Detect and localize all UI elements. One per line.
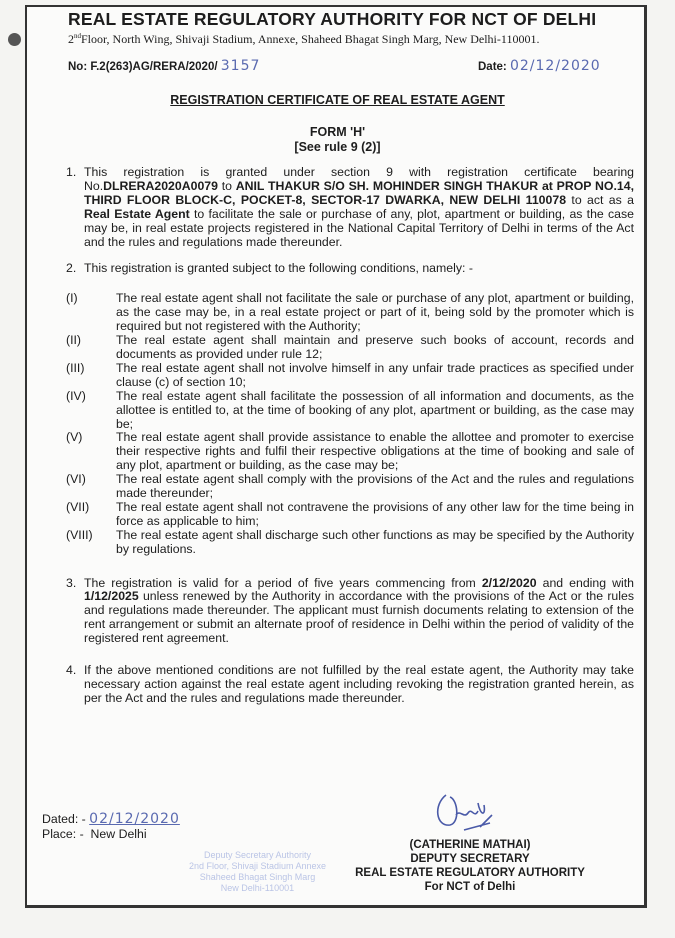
- signatory-block: [340, 838, 600, 894]
- address-ordinal: 2: [68, 32, 74, 46]
- signatory-name: (CATHERINE MATHAI): [409, 839, 531, 851]
- condition-text: The real estate agent shall not contravene the provisions of any other law for the time being in force as applicable to him;: [116, 499, 634, 528]
- certificate-body: [66, 166, 634, 706]
- para-number: 1.: [66, 165, 77, 179]
- dated-label: Dated: -: [42, 812, 86, 826]
- form-line1: FORM 'H': [309, 125, 366, 139]
- reference-number: [68, 58, 260, 74]
- para-text: If the above mentioned conditions are not fulfilled by the real estate agent, the Authority may take necessary action against the real estate agent including revoking the registration granted herein, as per the Act and the rules and regulations made thereunder.: [84, 663, 634, 705]
- address-text: Floor, North Wing, Shivaji Stadium, Annexe, Shaheed Bhagat Singh Marg, New Delhi-110001.: [81, 32, 540, 46]
- condition-text: The real estate agent shall not facilitate the sale or purchase of any plot, apartment or building, as the case may be, in a real estate project or part of it, being sold by the promoter which is required but not registered with the Authority;: [116, 291, 634, 334]
- dated-place: [42, 812, 180, 842]
- signature: [428, 785, 498, 840]
- agent-details: ANIL THAKUR S/O SH. MOHINDER SINGH THAKUR at PROP NO.14, THIRD FLOOR BLOCK-C, POCKET-8, SECTOR-17 DWARKA, NEW DELHI 110078: [84, 178, 634, 207]
- stamp-line: Deputy Secretary Authority: [203, 850, 312, 860]
- para-number: 3.: [66, 575, 77, 590]
- condition-text: The real estate agent shall comply with the provisions of the Act and the rules and regulations made thereunder;: [116, 472, 634, 501]
- agent-role: Real Estate Agent: [84, 206, 190, 221]
- para-number: 2.: [66, 261, 77, 276]
- registration-number: DLRERA2020A0079: [103, 178, 218, 193]
- condition-text: The real estate agent shall not involve himself in any unfair trade practices as specified under clause (c) of section 10;: [116, 360, 634, 389]
- authority-address: [68, 32, 539, 47]
- condition-number: (III): [66, 360, 85, 375]
- text: The registration is valid for a period of five years commencing from: [84, 575, 482, 590]
- text: to: [217, 178, 236, 193]
- condition-item: [66, 431, 634, 473]
- paragraph-2: [66, 262, 634, 276]
- stamp-line: New Delhi-110001: [220, 883, 295, 893]
- ref-handwritten: 3157: [220, 58, 261, 74]
- condition-item: [66, 292, 634, 334]
- stamp-line: 2nd Floor, Shivaji Stadium Annexe: [188, 861, 327, 871]
- ref-label: No: F.2(263)AG/RERA/2020/: [68, 61, 218, 73]
- paragraph-3: [66, 577, 634, 647]
- conditions-list: [66, 292, 634, 556]
- punch-hole: [8, 33, 21, 46]
- authority-title: REAL ESTATE REGULATORY AUTHORITY FOR NCT OF DELHI: [68, 9, 597, 29]
- signatory-org: REAL ESTATE REGULATORY AUTHORITY: [355, 867, 585, 879]
- dated-line: [42, 812, 180, 827]
- text: to act as a: [566, 192, 635, 207]
- condition-item: [66, 529, 634, 557]
- condition-item: [66, 501, 634, 529]
- condition-number: (IV): [66, 388, 86, 403]
- place-line: [42, 827, 180, 842]
- condition-item: [66, 362, 634, 390]
- date-label: Date:: [478, 61, 507, 73]
- condition-number: (I): [66, 291, 78, 306]
- signatory-org2: For NCT of Delhi: [424, 881, 516, 893]
- certificate-heading: REGISTRATION CERTIFICATE OF REAL ESTATE AGENT: [170, 93, 505, 107]
- para-number: 4.: [66, 663, 77, 678]
- condition-number: (VI): [66, 472, 86, 487]
- validity-start: 2/12/2020: [481, 575, 537, 590]
- condition-item: [66, 334, 634, 362]
- form-line2: [See rule 9 (2)]: [294, 140, 381, 154]
- condition-item: [66, 390, 634, 432]
- condition-number: (II): [66, 333, 82, 348]
- issue-date: [478, 58, 601, 74]
- address-sup: nd: [74, 32, 81, 40]
- text: This registration is granted under section 9 with registration certificate bearing No.: [84, 165, 634, 193]
- para-text: [84, 166, 634, 249]
- condition-text: The real estate agent shall maintain and preserve such books of account, records and documents as provided under rule 12;: [116, 333, 634, 361]
- office-stamp: [175, 850, 340, 894]
- text: unless renewed by the Authority in accordance with the provisions of the Act or the rules and regulations made thereunder. The applicant must furnish documents relating to extension of the rent arrangement or submit an alternate proof of residence in Delhi within the period of validity of the registered rent agreement.: [84, 589, 634, 646]
- condition-text: The real estate agent shall discharge such other functions as may be specified by the Authority by regulations.: [116, 527, 634, 556]
- dated-handwritten: 02/12/2020: [89, 811, 180, 827]
- condition-number: (V): [66, 430, 83, 445]
- place-label: Place: -: [42, 827, 84, 841]
- condition-number: (VIII): [66, 527, 93, 542]
- text: to facilitate the sale or purchase of any, plot, apartment or building, as the case may be, in real estate projects registered in the National Capital Territory of Delhi in terms of the Act and the rules and regulations made thereunder.: [84, 206, 634, 249]
- condition-item: [66, 473, 634, 501]
- place-value: New Delhi: [90, 827, 147, 841]
- form-label: [0, 125, 675, 155]
- signatory-designation: DEPUTY SECRETARY: [410, 853, 530, 865]
- validity-end: 1/12/2025: [84, 589, 139, 604]
- condition-number: (VII): [66, 499, 90, 514]
- paragraph-1: [66, 166, 634, 249]
- date-handwritten: 02/12/2020: [509, 58, 601, 74]
- condition-text: The real estate agent shall provide assistance to enable the allottee and promoter to exercise their respective rights and fulfil their respective obligations at the time of booking and sale of any plot, apartment or building, as the case may be;: [116, 430, 634, 473]
- text: and ending with: [536, 575, 635, 590]
- paragraph-4: [66, 664, 634, 706]
- para-text: This registration is granted subject to the following conditions, namely: -: [84, 261, 473, 276]
- para-text: [84, 577, 634, 647]
- stamp-line: Shaheed Bhagat Singh Marg: [199, 872, 316, 882]
- condition-text: The real estate agent shall facilitate the possession of all information and documents, as the allottee is entitled to, at the time of booking of any plot, apartment or building, as the case may be;: [116, 388, 634, 431]
